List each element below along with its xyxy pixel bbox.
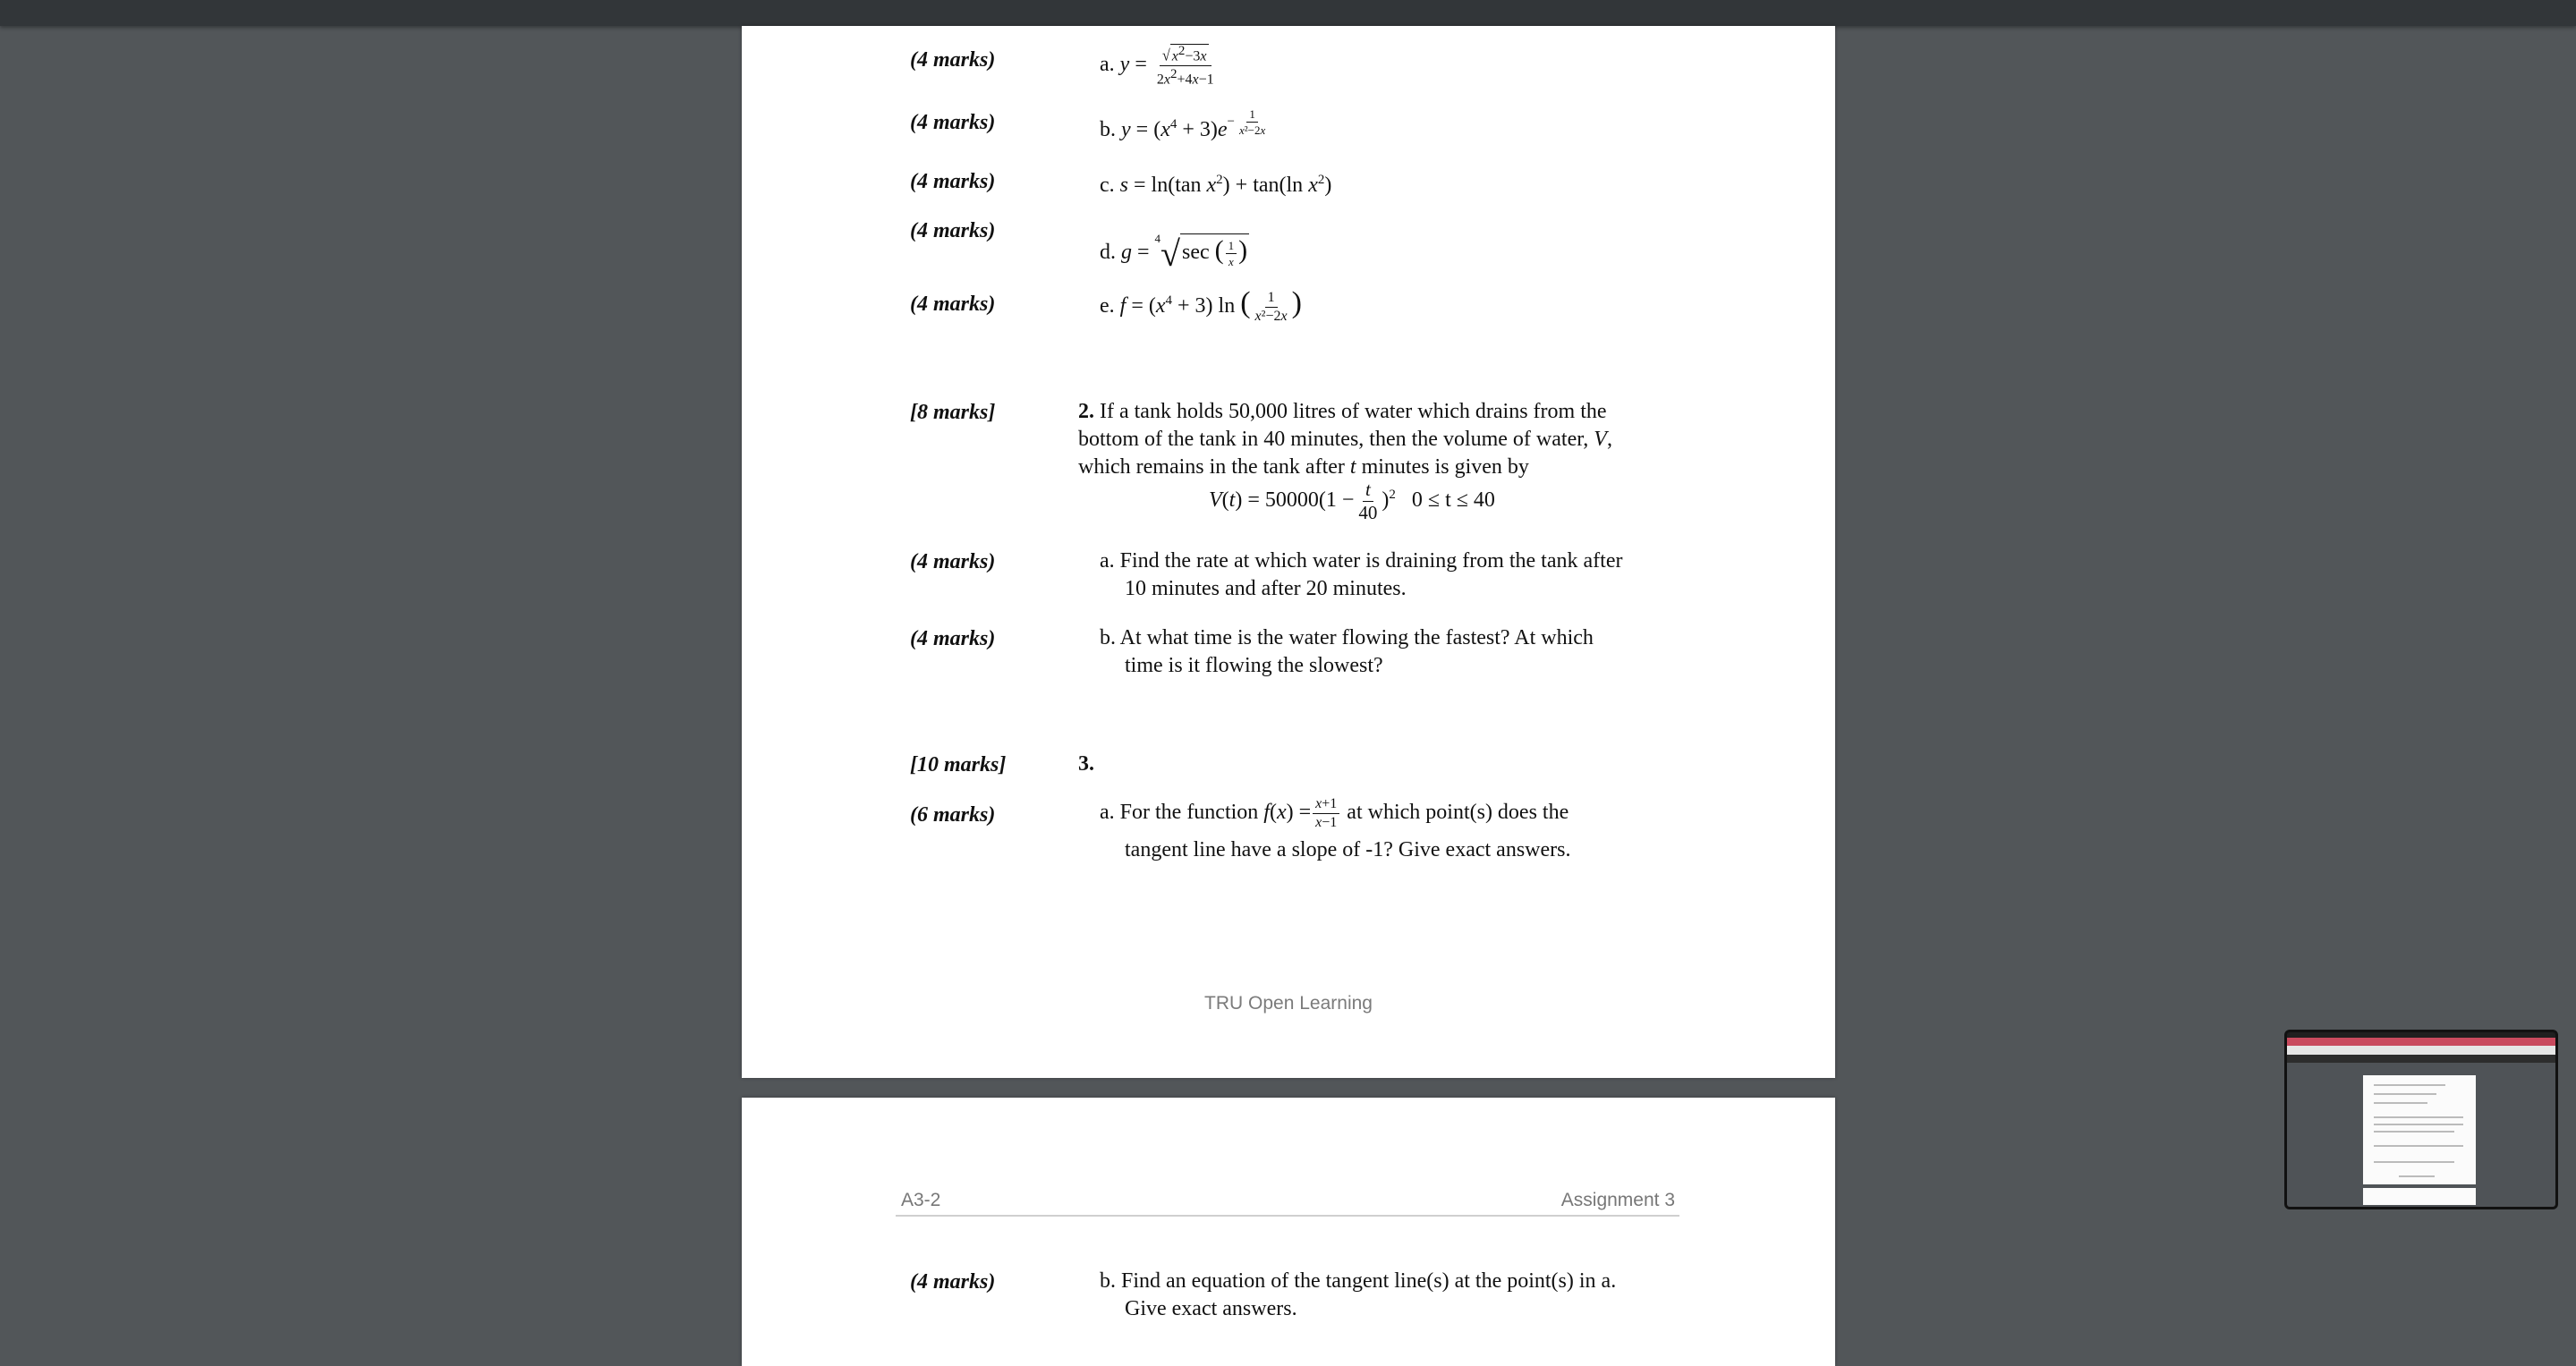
q1d-equation: d. g = $^4$√sec ( $\frac{1}{x}$ ) xyxy=(1100,232,1248,274)
marks-q2b: (4 marks) xyxy=(910,627,996,650)
marks-q3a: (6 marks) xyxy=(910,803,996,827)
q2-formula-domain: 0 ≤ t ≤ 40 xyxy=(1411,488,1495,513)
q3a-line1a-text: a. For the function xyxy=(1100,801,1259,825)
marks-q1e: (4 marks) xyxy=(910,293,996,316)
page-header-right: Assignment 3 xyxy=(1560,1190,1675,1210)
viewer-toolbar xyxy=(0,0,2576,26)
q2-line2: bottom of the tank in 40 minutes, then the volume of water, V, xyxy=(1078,428,1612,451)
q3b-line2: Give exact answers. xyxy=(1125,1297,1297,1320)
q1a-label: a. xyxy=(1100,52,1115,76)
thumb-page xyxy=(2363,1075,2476,1205)
thumb-tabs xyxy=(2287,1038,2555,1046)
q1d-label: d. xyxy=(1100,241,1116,264)
page-header-left: A3-2 xyxy=(901,1190,941,1210)
q2-line1 xyxy=(1078,398,1607,426)
thumb-viewer-toolbar xyxy=(2287,1055,2555,1063)
q1a-equation: a. y = $\frac{√ x2-3x}{2x2+4x-1}$ xyxy=(1100,44,1214,88)
document-page-2 xyxy=(742,1098,1835,1366)
q2-line3: which remains in the tank after t minutes is given by xyxy=(1078,455,1529,479)
q2b-line2: time is it flowing the slowest? xyxy=(1125,654,1383,677)
marks-q1c: (4 marks) xyxy=(910,170,996,193)
page-footer: TRU Open Learning xyxy=(1204,993,1373,1014)
marks-q1d: (4 marks) xyxy=(910,219,996,242)
q2-line2-text: bottom of the tank in 40 minutes, then the volume of water, xyxy=(1078,428,1589,451)
q1c-equation: c. s = ln(tan $x^2) + \tan(\ln$ $x^2$) xyxy=(1100,173,1332,197)
q3-number xyxy=(1078,751,1094,778)
q2b-line1: b. At what time is the water flowing the fastest? At which xyxy=(1100,626,1594,649)
q1c-label: c. xyxy=(1100,174,1115,197)
q1b-equation: b. $y = (x^4 + 3)e-$ $\frac{1}{\text{x²−2x}}$ xyxy=(1100,107,1266,141)
marks-q3b: (4 marks) xyxy=(910,1270,996,1294)
q3b-line1: b. Find an equation of the tangent line(s) at the point(s) in a. xyxy=(1100,1269,1617,1293)
q2-line3a-text: which remains in the tank after xyxy=(1078,455,1345,479)
q1e-equation: e. $f = (x^4 + 3)$ ln ( $\frac{1}{\text{x²−2x}}$ ) xyxy=(1100,286,1302,324)
q1e-label: e. xyxy=(1100,294,1115,318)
q3a-line2: tangent line have a slope of -1? Give exact answers. xyxy=(1125,838,1571,861)
thumb-addressbar xyxy=(2287,1046,2555,1055)
header-rule xyxy=(896,1215,1679,1217)
marks-q2a: (4 marks) xyxy=(910,550,996,573)
q2a-line1: a. Find the rate at which water is draining from the tank after xyxy=(1100,549,1623,573)
q2-line1-text: If a tank holds 50,000 litres of water which drains from the xyxy=(1100,400,1607,423)
q1b-label: b. xyxy=(1100,118,1116,141)
q3-number-text: 3. xyxy=(1078,752,1094,776)
q2-line3b-text: minutes is given by xyxy=(1361,455,1529,479)
marks-q2: [8 marks] xyxy=(910,401,996,424)
marks-q1b: (4 marks) xyxy=(910,111,996,134)
marks-q3: [10 marks] xyxy=(910,753,1007,776)
window-preview-thumbnail[interactable] xyxy=(2284,1030,2558,1209)
q3a-line1b-text: at which point(s) does the xyxy=(1347,801,1569,825)
marks-q1a: (4 marks) xyxy=(910,48,996,72)
document-page-1 xyxy=(742,26,1835,1078)
q2-number: 2. xyxy=(1078,400,1094,423)
q3a-line1: a. For the function f(x) = $\frac{x+1}{x-1}$ at which point(s) does the xyxy=(1100,796,1569,830)
q2-formula: V(t) = 50000(1 − $\frac{t}{40}$ )$^2$ 0 ≤ t ≤ 40 xyxy=(1209,479,1495,523)
q2a-line2: 10 minutes and after 20 minutes. xyxy=(1125,577,1407,600)
